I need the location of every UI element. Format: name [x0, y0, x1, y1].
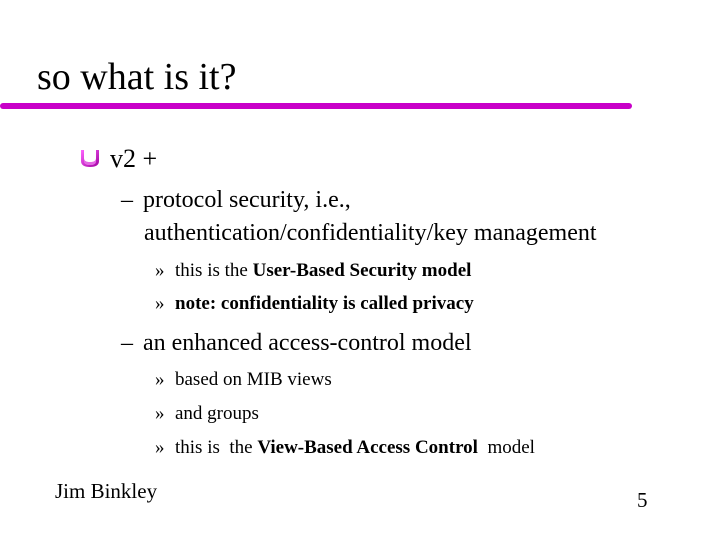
slide-title: so what is it? — [37, 56, 237, 98]
title-underline — [0, 103, 632, 109]
u-bullet-icon — [80, 149, 100, 168]
bullet-level1 — [80, 146, 157, 172]
item-text: an enhanced access-control model — [143, 330, 472, 356]
list-item-protocol-security — [121, 188, 351, 212]
sub-text: based on MIB views — [175, 369, 332, 390]
page-number: 5 — [637, 488, 648, 512]
dash-marker: – — [121, 187, 133, 213]
sub-marker: » — [155, 293, 165, 314]
sub-text-bold: note: confidentiality is called privacy — [175, 293, 474, 314]
sub-marker: » — [155, 369, 165, 390]
sub-item-mib-views — [155, 370, 332, 389]
sub-item-vacm — [155, 438, 535, 457]
list-item-access-control — [121, 331, 472, 355]
sub-text-suffix: model — [477, 437, 535, 458]
sub-text-bold: User-Based Security model — [252, 260, 472, 281]
sub-marker: » — [155, 260, 165, 281]
sub-text: and groups — [175, 403, 259, 424]
sub-marker: » — [155, 403, 165, 424]
sub-item-note — [155, 294, 474, 313]
dash-marker: – — [121, 330, 133, 356]
sub-text: this is the — [175, 260, 253, 281]
sub-item-groups — [155, 404, 259, 423]
sub-item-usm — [155, 261, 471, 280]
list-item-continuation: authentication/confidentiality/key management — [144, 220, 597, 246]
item-text: protocol security, i.e., — [143, 187, 351, 213]
sub-marker: » — [155, 437, 165, 458]
bullet-level1-text: v2 + — [110, 144, 158, 173]
sub-text: this is the — [175, 437, 258, 458]
footer-author: Jim Binkley — [55, 479, 158, 503]
sub-text-bold: View-Based Access Control — [257, 437, 478, 458]
